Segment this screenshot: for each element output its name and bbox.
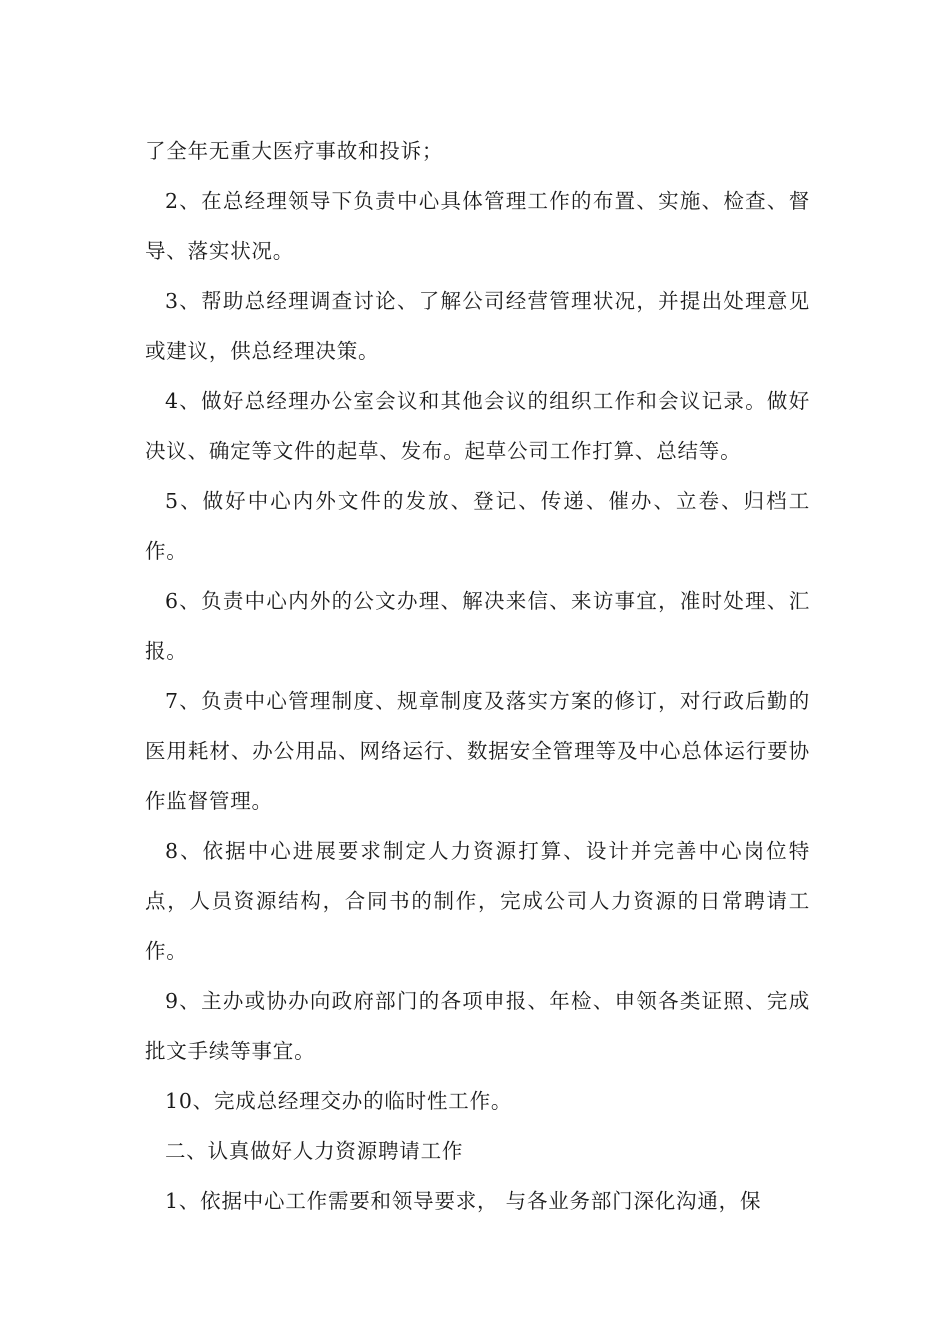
paragraph-4: 4、做好总经理办公室会议和其他会议的组织工作和会议记录。做好决议、确定等文件的起草、发布。起草公司工作打算、总结等。 <box>145 389 810 463</box>
paragraph-9: 9、主办或协办向政府部门的各项申报、年检、申领各类证照、完成批文手续等事宜。 <box>145 989 810 1063</box>
document-body <box>145 126 810 1226</box>
paragraph-2: 2、在总经理领导下负责中心具体管理工作的布置、实施、检查、督导、落实状况。 <box>145 189 810 263</box>
paragraph-12: 1、依据中心工作需要和领导要求， 与各业务部门深化沟通，保 <box>165 1189 762 1213</box>
paragraph-1: 了全年无重大医疗事故和投诉； <box>145 139 444 163</box>
paragraph-5: 5、做好中心内外文件的发放、登记、传递、催办、立卷、归档工作。 <box>145 489 810 563</box>
paragraph-8: 8、依据中心进展要求制定人力资源打算、设计并完善中心岗位特点，人员资源结构，合同书的制作，完成公司人力资源的日常聘请工作。 <box>145 839 810 963</box>
paragraph-3: 3、帮助总经理调查讨论、了解公司经营管理状况，并提出处理意见或建议，供总经理决策。 <box>145 289 810 363</box>
section-heading: 二、认真做好人力资源聘请工作 <box>165 1139 464 1163</box>
paragraph-10: 10、完成总经理交办的临时性工作。 <box>165 1089 513 1113</box>
paragraph-6: 6、负责中心内外的公文办理、解决来信、来访事宜，准时处理、汇报。 <box>145 589 810 663</box>
paragraph-7: 7、负责中心管理制度、规章制度及落实方案的修订，对行政后勤的医用耗材、办公用品、网络运行、数据安全管理等及中心总体运行要协作监督管理。 <box>145 689 810 813</box>
